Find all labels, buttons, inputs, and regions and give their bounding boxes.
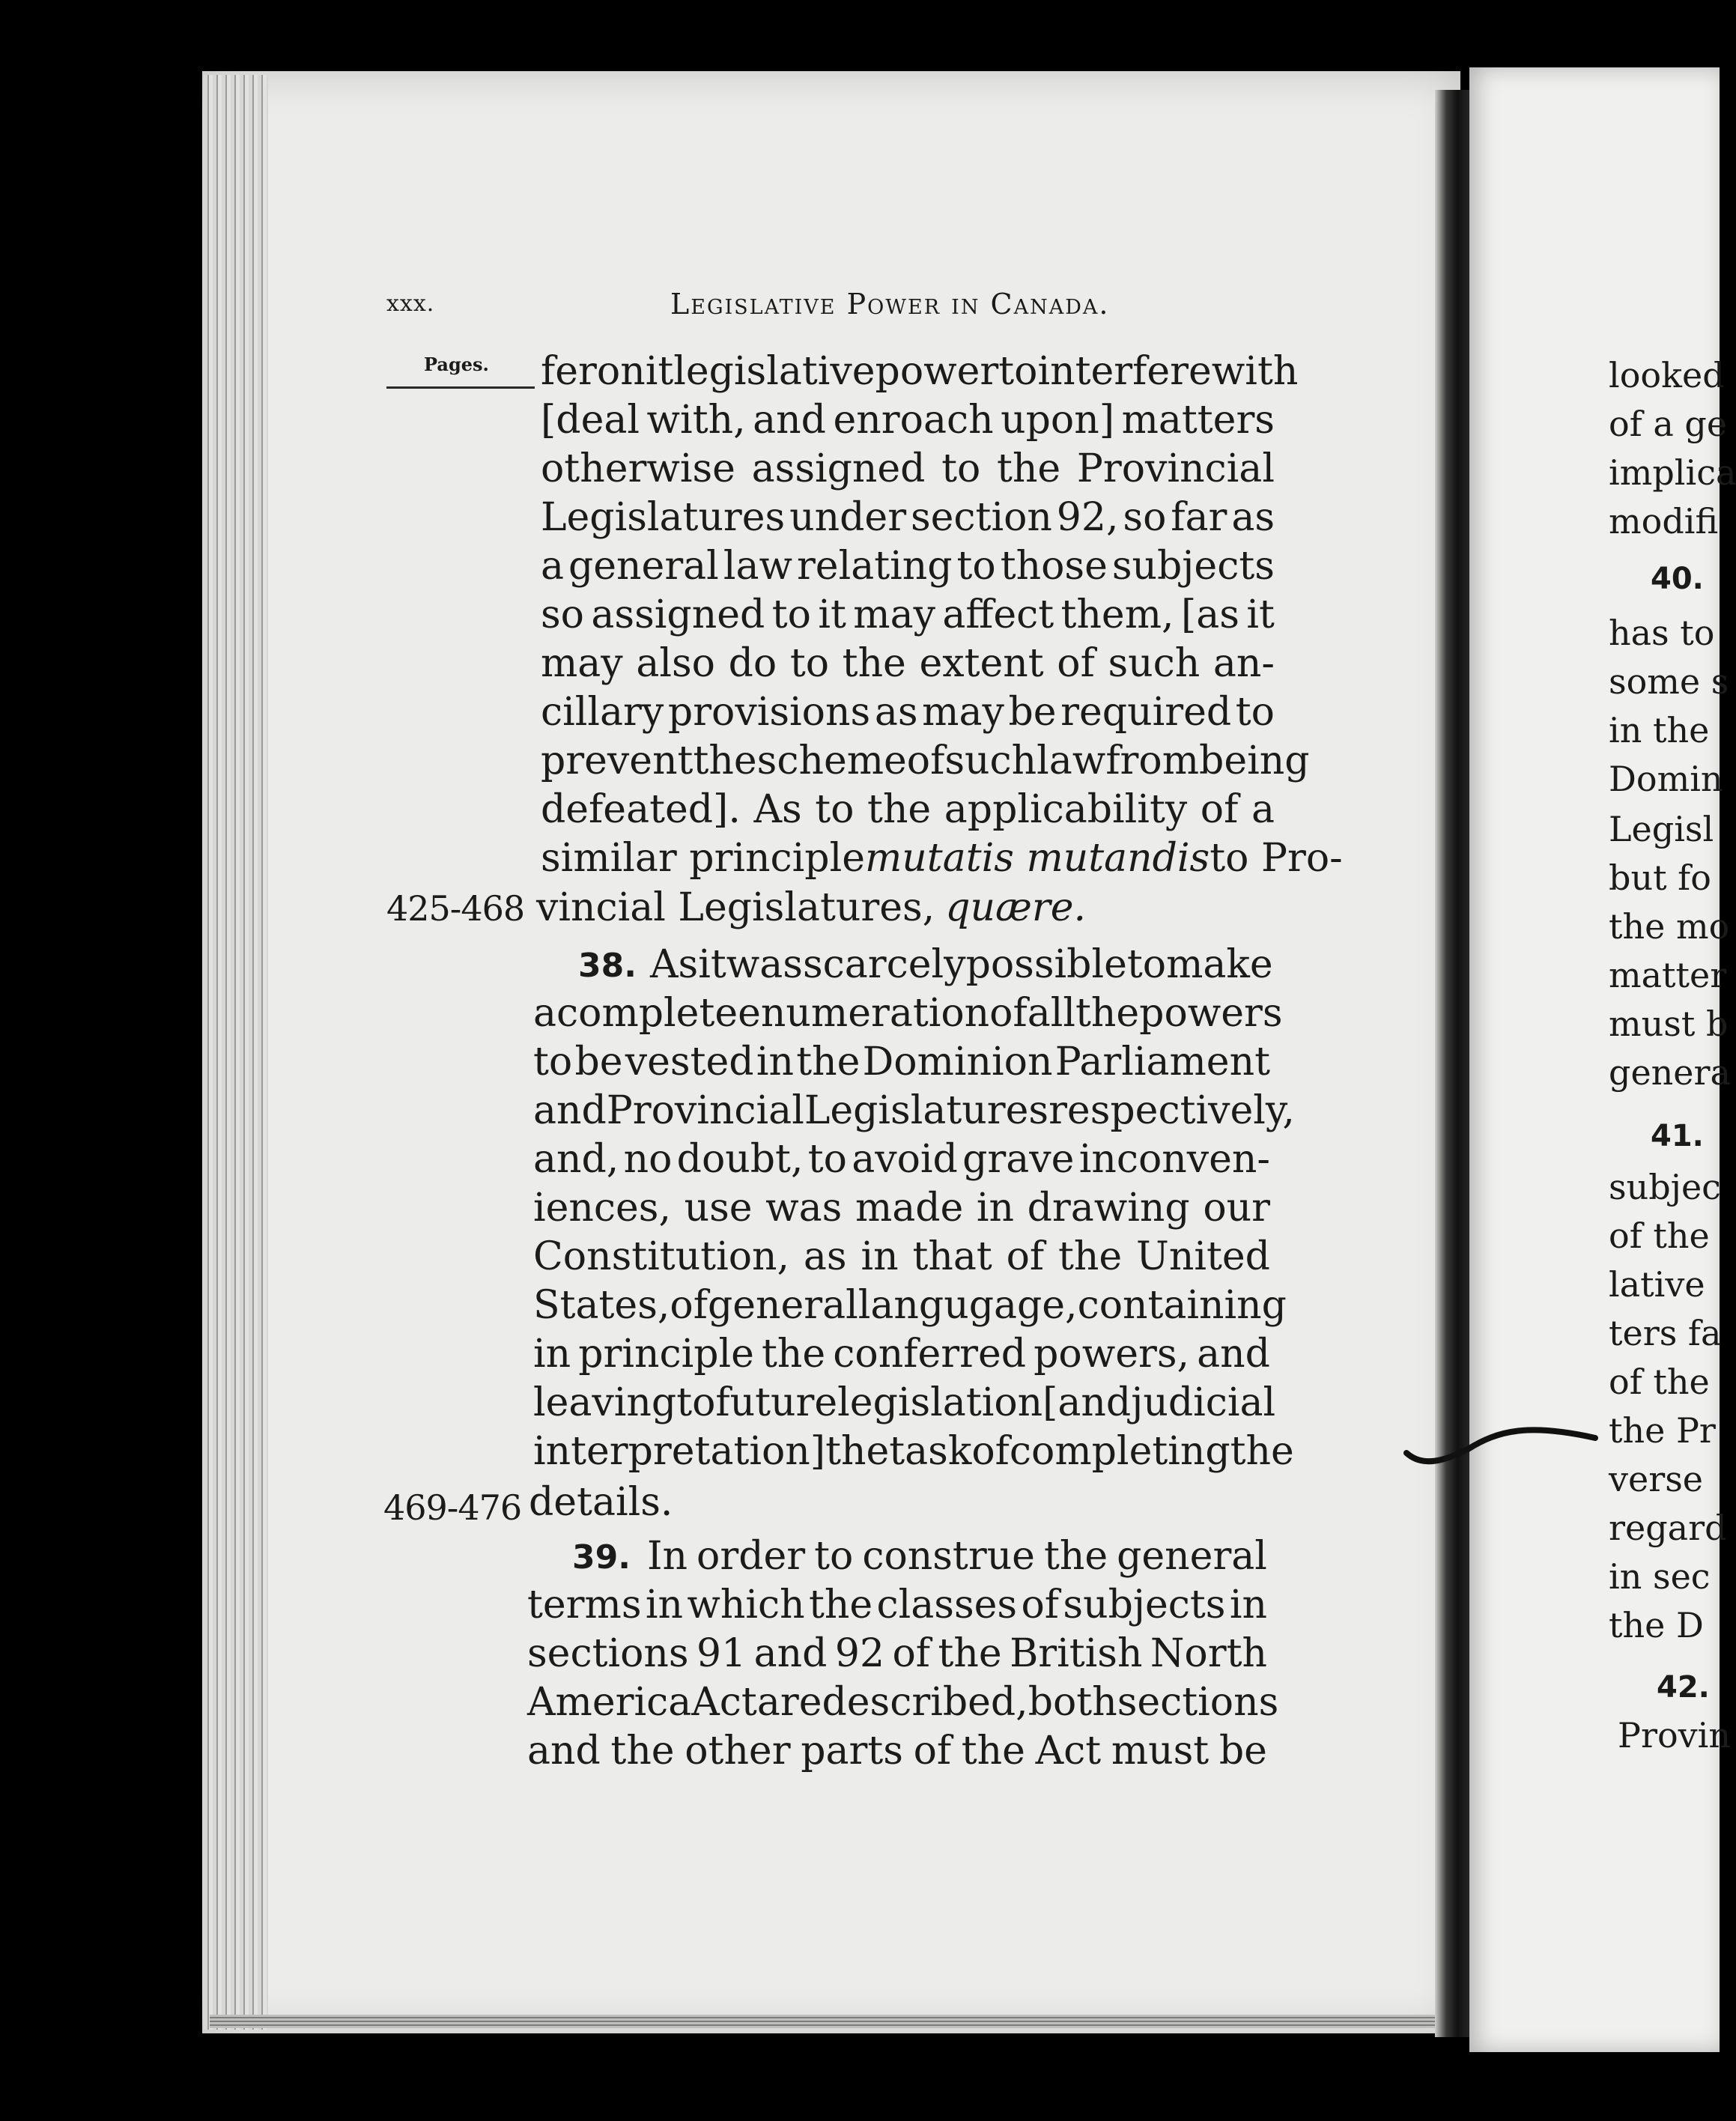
text-line	[541, 738, 1310, 783]
word: a	[541, 544, 565, 589]
word: law	[723, 544, 792, 589]
paragraph-number-38: 38.	[578, 947, 637, 985]
word: construe	[862, 1534, 1035, 1579]
book-gutter	[1435, 90, 1472, 2037]
word: section	[910, 495, 1052, 540]
word: in	[645, 1583, 684, 1627]
word: as	[1231, 495, 1275, 540]
word: all	[1027, 991, 1075, 1036]
word: In	[647, 1534, 688, 1579]
right-page-paragraph-number: 40.	[1651, 562, 1704, 596]
word: containing	[1077, 1283, 1287, 1328]
word: task	[889, 1429, 972, 1474]
word: the	[1230, 1429, 1294, 1474]
word: the	[825, 1429, 890, 1474]
right-page-paragraph-number: 41.	[1651, 1119, 1704, 1153]
right-page-fragment: of the	[1609, 1216, 1710, 1256]
word: terms	[527, 1583, 642, 1627]
word: 92,	[1056, 495, 1119, 540]
word: the	[796, 1040, 861, 1084]
word: of	[1057, 641, 1095, 686]
right-page-fragment: regard	[1609, 1508, 1727, 1548]
text-line: details.	[529, 1480, 673, 1525]
word: and	[753, 398, 826, 443]
word: it	[698, 942, 726, 987]
word: inconven-	[1078, 1137, 1270, 1182]
word: such	[944, 738, 1037, 783]
word: legislation	[837, 1380, 1043, 1425]
word: in	[861, 1234, 899, 1279]
word: the	[938, 1631, 1002, 1676]
right-page-fragment: the mo	[1609, 906, 1730, 947]
word: do	[728, 641, 777, 686]
text-line-with-italic	[536, 885, 1270, 930]
word: general	[568, 544, 719, 589]
word: it	[818, 592, 846, 637]
word: 92	[834, 1631, 885, 1676]
word: powers	[1139, 991, 1283, 1036]
word: [and	[1042, 1380, 1132, 1425]
word: and,	[533, 1137, 619, 1182]
word: of	[1006, 1234, 1045, 1279]
word: interpretation]	[533, 1429, 826, 1474]
bottom-page-edges	[210, 2015, 1453, 2028]
word: Parliament	[1054, 1040, 1270, 1084]
text-line	[650, 942, 1273, 987]
text-line	[527, 1680, 1279, 1725]
word: fer	[541, 349, 597, 394]
text-line	[541, 592, 1275, 637]
word: legislative	[673, 349, 875, 394]
word: langugage,	[858, 1283, 1078, 1328]
text-line	[533, 1380, 1276, 1425]
word: affect	[942, 592, 1054, 637]
word: the	[867, 787, 932, 832]
word: Act	[1035, 1729, 1102, 1773]
word: subjects	[1111, 544, 1275, 589]
right-page-fragment: of the	[1609, 1362, 1710, 1402]
word: As	[650, 942, 699, 987]
text-line	[541, 446, 1275, 491]
text-line	[527, 1631, 1267, 1676]
word: to	[815, 787, 855, 832]
word: far	[1171, 495, 1227, 540]
text-line	[647, 1534, 1267, 1579]
word: to	[807, 1137, 847, 1182]
word: as	[874, 690, 918, 735]
word: order	[696, 1534, 806, 1579]
word: provisions	[667, 690, 871, 735]
word: enumeration	[738, 991, 990, 1036]
word: Dominion	[862, 1040, 1053, 1084]
word: a	[533, 991, 557, 1036]
word: to	[956, 544, 996, 589]
right-page-fragment: the D	[1609, 1605, 1704, 1645]
word: the	[1058, 1234, 1123, 1279]
right-page-fragment: must b	[1609, 1004, 1729, 1044]
word: extent	[919, 641, 1044, 686]
word: the	[762, 1332, 826, 1377]
word: respectively,	[1048, 1088, 1295, 1133]
word: scheme	[756, 738, 907, 783]
word: with	[1211, 349, 1299, 394]
word: drawing	[1027, 1186, 1190, 1231]
right-page-fragment: lative	[1609, 1264, 1705, 1305]
text-line	[541, 544, 1275, 589]
text-line	[533, 1429, 1294, 1474]
right-page-fragment: matter	[1609, 955, 1727, 995]
right-page-fragment: in the	[1609, 710, 1710, 750]
right-page-fragment: the Pr	[1609, 1410, 1716, 1451]
word: may	[853, 592, 935, 637]
word: be	[1008, 690, 1057, 735]
word: North	[1150, 1631, 1267, 1676]
word: required	[1060, 690, 1232, 735]
word: no	[623, 1137, 673, 1182]
word: them,	[1060, 592, 1174, 637]
word: United	[1136, 1234, 1270, 1279]
word: and	[753, 1631, 828, 1676]
word: those	[1000, 544, 1108, 589]
text-span: vincial Legislatures,	[536, 885, 935, 930]
word: from	[1105, 738, 1200, 783]
word: such	[1108, 641, 1201, 686]
right-page-fragment: of a ge	[1609, 404, 1728, 444]
word: and	[533, 1088, 607, 1133]
text-line	[527, 1729, 1267, 1773]
right-page-fragment: ters fa	[1609, 1313, 1722, 1353]
text-span: similar principle	[541, 836, 865, 881]
word: complete	[556, 991, 738, 1036]
word: powers,	[1034, 1332, 1190, 1377]
word: the	[1043, 1534, 1108, 1579]
text-line	[533, 1186, 1270, 1231]
word: also	[636, 641, 715, 686]
word: with,	[646, 398, 746, 443]
word: of	[1021, 1583, 1060, 1627]
word: to	[676, 1380, 716, 1425]
word: so	[541, 592, 584, 637]
word: defeated].	[541, 787, 741, 832]
word: to	[998, 349, 1038, 394]
text-line	[533, 1234, 1270, 1279]
paragraph-number-39: 39.	[572, 1538, 631, 1577]
word: so	[1123, 495, 1167, 540]
word: under	[789, 495, 907, 540]
word: power	[875, 349, 999, 394]
word: British	[1010, 1631, 1143, 1676]
word: being	[1199, 738, 1310, 783]
right-page-fragment: Legisl	[1609, 809, 1714, 849]
text-line	[541, 495, 1275, 540]
word: was	[726, 942, 803, 987]
text-line	[541, 641, 1275, 686]
right-page-paragraph-number: 42.	[1657, 1670, 1710, 1705]
word: described,	[822, 1680, 1028, 1725]
word: general	[1117, 1534, 1267, 1579]
word: Legislatures	[541, 495, 786, 540]
page-number: xxx.	[386, 291, 435, 317]
word: of	[989, 991, 1028, 1036]
word: of	[670, 1283, 708, 1328]
word: America	[527, 1680, 692, 1725]
word: and	[527, 1729, 601, 1773]
text-line	[541, 398, 1275, 443]
word: subjects	[1063, 1583, 1226, 1627]
margin-page-ref: 469-476	[383, 1487, 522, 1528]
right-page-fragment: Provin	[1618, 1715, 1731, 1756]
right-page-fragment: in sec	[1609, 1556, 1711, 1597]
word: Constitution,	[533, 1234, 790, 1279]
word: vested	[625, 1040, 754, 1084]
text-line	[527, 1583, 1267, 1627]
word: completing	[1009, 1429, 1230, 1474]
word: be	[1218, 1729, 1267, 1773]
word: the	[693, 738, 757, 783]
word: to	[789, 641, 830, 686]
italic-quaere: quære.	[945, 885, 1087, 930]
word: law	[1037, 738, 1106, 783]
word: judicial	[1131, 1380, 1276, 1425]
word: the	[1075, 991, 1140, 1036]
word: other	[685, 1729, 791, 1773]
word: grave	[962, 1137, 1075, 1182]
text-line	[533, 1283, 1287, 1328]
word: on	[596, 349, 646, 394]
word: possible	[965, 942, 1127, 987]
right-page-fragment: genera	[1609, 1052, 1731, 1093]
word: States,	[533, 1283, 670, 1328]
word: may	[541, 641, 623, 686]
word: the	[808, 1583, 873, 1627]
running-title: Legislative Power in Canada.	[670, 288, 1110, 321]
word: upon]	[1001, 398, 1114, 443]
word: Provincial	[1076, 446, 1275, 491]
word: iences,	[533, 1186, 672, 1231]
word: both	[1028, 1680, 1117, 1725]
word: of	[892, 1631, 931, 1676]
word: principle	[578, 1332, 754, 1377]
word: the	[842, 641, 906, 686]
word: otherwise	[541, 446, 735, 491]
pen-mark-squiggle	[1400, 1408, 1610, 1475]
word: be	[574, 1040, 623, 1084]
word: the	[610, 1729, 675, 1773]
word: the	[961, 1729, 1025, 1773]
word: leaving	[533, 1380, 677, 1425]
right-page-fragment: verse	[1609, 1459, 1704, 1499]
word: as	[803, 1234, 847, 1279]
text-line	[533, 1088, 1295, 1133]
word: assigned	[591, 592, 765, 637]
word: an-	[1213, 641, 1275, 686]
word: cillary	[541, 690, 664, 735]
word: of	[913, 1729, 952, 1773]
text-line	[541, 690, 1275, 735]
word: in	[533, 1332, 571, 1377]
word: it	[645, 349, 674, 394]
word: parts	[801, 1729, 903, 1773]
page-edges	[204, 75, 268, 2030]
right-page-fragment: looked	[1609, 355, 1725, 395]
text-span: to Pro-	[1210, 836, 1343, 881]
word: must	[1111, 1729, 1210, 1773]
word: assigned	[751, 446, 926, 491]
word: to	[1235, 690, 1275, 735]
word: in	[976, 1186, 1015, 1231]
text-line	[533, 1040, 1270, 1084]
word: classes	[876, 1583, 1018, 1627]
right-page-fragment: but fo	[1609, 858, 1711, 898]
word: to	[771, 592, 811, 637]
word: use	[684, 1186, 753, 1231]
right-page-fragment: implica	[1609, 452, 1736, 493]
word: Legislatures	[804, 1088, 1049, 1133]
word: to	[941, 446, 981, 491]
word: prevent	[541, 738, 694, 783]
word: avoid	[852, 1137, 958, 1182]
word: [deal	[541, 398, 640, 443]
word: of	[906, 738, 945, 783]
word: may	[922, 690, 1004, 735]
word: to	[814, 1534, 854, 1579]
pages-margin-label: Pages.	[424, 354, 489, 375]
word: scarcely	[802, 942, 966, 987]
text-line	[533, 1137, 1270, 1182]
word: As	[753, 787, 802, 832]
word: Provincial	[606, 1088, 804, 1133]
word: to	[1126, 942, 1167, 987]
word: of	[1200, 787, 1239, 832]
right-page-fragment: modifi	[1609, 501, 1719, 541]
right-page-fragment: some s	[1609, 661, 1729, 702]
right-page-fragment: Domin	[1609, 759, 1723, 799]
word: our	[1203, 1186, 1270, 1231]
word: doubt,	[676, 1137, 804, 1182]
word: the	[997, 446, 1061, 491]
word: that	[912, 1234, 992, 1279]
text-line	[533, 991, 1283, 1036]
word: interfere	[1037, 349, 1212, 394]
right-page-fragment: has to	[1609, 613, 1715, 653]
word: [as	[1180, 592, 1239, 637]
text-line	[533, 1332, 1270, 1377]
word: sections	[1117, 1680, 1279, 1725]
word: matters	[1121, 398, 1275, 443]
word: of	[971, 1429, 1010, 1474]
word: are	[756, 1680, 822, 1725]
word: make	[1166, 942, 1273, 987]
word: in	[756, 1040, 794, 1084]
right-page-fragment: subjec	[1609, 1167, 1721, 1207]
word: enroach	[833, 398, 994, 443]
text-line-with-italic	[541, 836, 1343, 881]
text-line	[541, 787, 1275, 832]
word: in	[1229, 1583, 1267, 1627]
word: sections	[527, 1631, 689, 1676]
word: conferred	[833, 1332, 1027, 1377]
word: was	[765, 1186, 843, 1231]
word: it	[1246, 592, 1275, 637]
word: applicability	[944, 787, 1188, 832]
word: which	[687, 1583, 805, 1627]
pages-rule	[386, 386, 535, 389]
margin-page-ref: 425-468	[386, 888, 525, 929]
word: relating	[796, 544, 953, 589]
word: Act	[691, 1680, 757, 1725]
text-line	[541, 349, 1299, 394]
word: future	[715, 1380, 838, 1425]
word: general	[707, 1283, 858, 1328]
word: to	[533, 1040, 573, 1084]
word: 91	[696, 1631, 747, 1676]
word: made	[855, 1186, 964, 1231]
word: and	[1197, 1332, 1270, 1377]
italic-phrase: mutatis mutandis	[865, 836, 1210, 881]
word: a	[1251, 787, 1275, 832]
